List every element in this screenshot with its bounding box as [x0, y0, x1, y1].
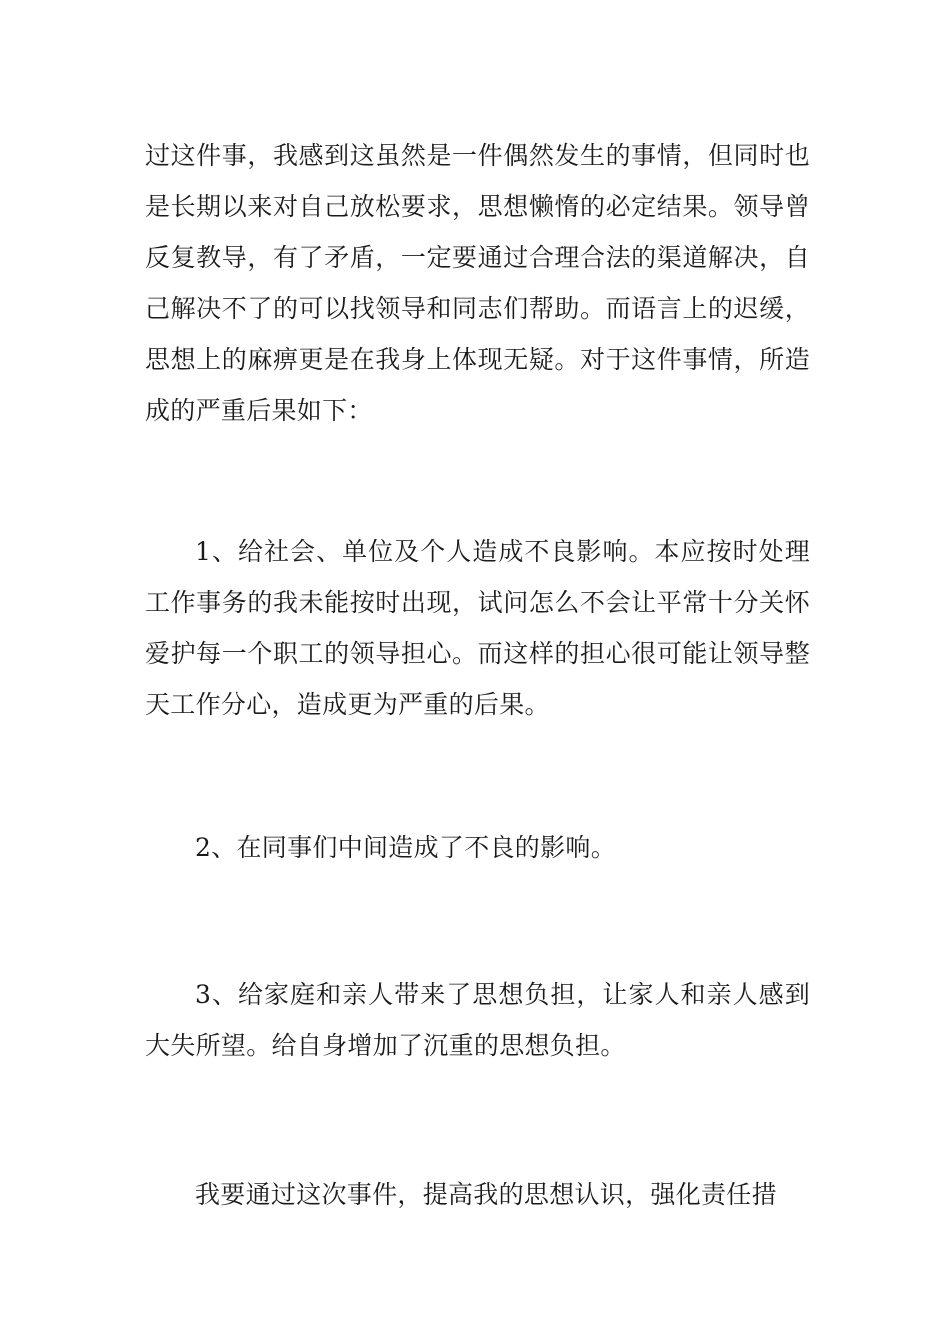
paragraph-item-1: 1、给社会、单位及个人造成不良影响。本应按时处理工作事务的我未能按时出现，试问怎么不会让平常十分关怀爱护每一个职工的领导担心。而这样的担心很可能让领导整天工作分心，造成更为严重的后果。 — [145, 537, 810, 719]
paragraph-conclusion: 我要通过这次事件，提高我的思想认识，强化责任措 — [195, 1180, 777, 1209]
paragraph-item-2: 2、在同事们中间造成了不良的影响。 — [195, 833, 617, 862]
paragraph-item-3: 3、给家庭和亲人带来了思想负担，让家人和亲人感到大失所望。给自身增加了沉重的思想负担。 — [145, 980, 810, 1060]
paragraph-continuation: 过这件事，我感到这虽然是一件偶然发生的事情，但同时也是长期以来对自己放松要求，思想懒惰的必定结果。领导曾反复教导，有了矛盾，一定要通过合理合法的渠道解决，自己解决不了的可以找领导和同志们帮助。而语言上的迟缓，思想上的麻痹更是在我身上体现无疑。对于这件事情，所造成的严重后果如下： — [145, 141, 810, 425]
